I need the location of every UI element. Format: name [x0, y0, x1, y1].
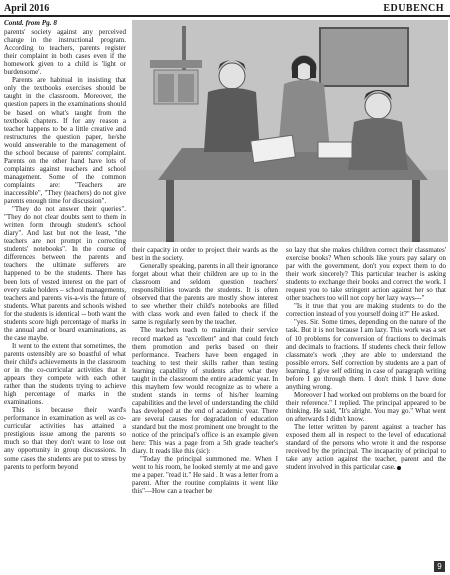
chalkboard-image [320, 28, 408, 86]
page-header [0, 0, 450, 20]
publication-title: EDUBENCH [383, 3, 444, 14]
end-mark-icon [397, 466, 401, 470]
header-rule [0, 15, 450, 17]
column-3 [286, 246, 446, 471]
paragraph: "They do not answer their queries". "They do not clear doubts sent to them in written form through student's school diary". And last but not the least, "the teachers are not prompt in correcting students' notebooks". In the course of differences between the parents and teachers the ultimate sufferers are happened to be the students. There has been lots of vested interest on the part of every stake holders – school managements, teachers and parents vis-a-vis the future of students. What parents and schools wished for the students is identical -- both want the students score high percentage of marks in the annual and or board examinations, as the case maybe. [4, 205, 126, 342]
paragraph: The teachers teach to maintain their service record marked as "excellent" and that could fetch them promotion and perks based on their performance. Teachers have been engaged in teaching to test their skills rather than testing learning capability of students after what they taught in the classroom the entire academic year. In this mayhem few would recognize as to where a student stands in terms of his/her learning capabilities and the level of understanding the child has developed at the end of academic year. There are several causes for degradation of education standard but the most prominent one brought to the notice of the principal's office is an example given here: This was a page from a 5th grade teacher's diary. It reads like this (sic): [132, 326, 278, 456]
paragraph [286, 423, 446, 471]
paragraph: "Today the principal summoned me. When I went to his room, he looked sternly at me and gave me a paper. "read it." He said . It was a letter from a parent. After the routine complaints it went like this"—How can a teacher be [132, 455, 278, 496]
paragraph: Generally speaking, parents in all their ignorance forget about what their children are up to in the classroom and seldom question teachers' responsibilities towards the students. It is often observed that the parents are mostly show interest to see whether their child's notebooks are filled with class work and even failed to check if the same is regularly seen by the teacher. [132, 262, 278, 327]
paragraph: parents' society against any perceived change in the instructional program. According to teachers, parents register their complaint in both cases even if the homework given to a child is 'light or burdensome'. [4, 28, 126, 77]
paragraph-text: The letter written by parent against a teacher has exposed them all in respect to the level of educational standard of the persons who wrote it and the response received by the principal. The incapacity of principal to take any action against the teacher, parent and the student involved in this particular case. [286, 423, 446, 472]
paragraph: "yes. Sir. Some times, depending on the nature of the task. But it is not because I am lazy. This work was a set of 10 problems for conversion of fractions to decimals and decimals to fractions. If students check their fellow classmate's work ,they are able to understand the possible errors. Self correction by students are a part of learning. I give self editing in case of paragraph writing before I go through them. I don't think I have done anything wrong. [286, 318, 446, 391]
column-2 [132, 246, 278, 495]
page-number: 9 [434, 561, 445, 572]
paragraph: Parents are habitual in insisting that only the textbooks exercises should be taught in the classroom. Moreover, the question papers in the examinations should be based on what's taught from the textbook chapters. If for any reason a teacher happens to be a little creative and restructures the question paper, he/she would answerable to the management of the school because of parents' complaint. Parents on the other hand have lots of complaints against teachers and school management. Some of the common complaints are: "Teachers are inaccessible", "They (teachers) do not give parents enough time for discussion". [4, 76, 126, 206]
paragraph: Moreover I had worked out problems on the board for their reference." I replied. The principal appeared to be thinking. He said, "It's alright. You may go." What went on afterwards I didn't know. [286, 390, 446, 423]
paragraph: It went to the extent that sometimes, the parents ostensibly are so boastful of what their child's achievements in the classroom or in the co-curricular activities that it appears they compete with each other rather than the students trying to achieve high percentage of marks in the examinations. [4, 341, 126, 407]
continued-note: Contd. from Pg. 8 [4, 19, 57, 27]
paragraph: This is because their ward's performance in examination as well as co-curricular activities has attained a prestigious issue among the parents so much so that they don't want to lose out any opportunity in group discussions. In some cases the students are put to stress by parents to perform beyond [4, 406, 126, 471]
classroom-illustration [132, 20, 448, 242]
paragraph: "Is it true that you are making students to do the correction instead of you yourself doing it?" He asked. [286, 302, 446, 319]
paragraph: their capacity in order to project their wards as the best in the society. [132, 246, 278, 263]
paragraph: so lazy that she makes children correct their classmates' exercise books? When schools like yours pay salary on par with the government, don't you expect them to do their work sincerely? This particular teacher is asking students to exchange their books and correct the work. I request you to take stringent action against her so that other teachers too will not copy her lazy ways---" [286, 246, 446, 303]
issue-date: April 2016 [4, 3, 50, 14]
column-1 [4, 19, 126, 471]
